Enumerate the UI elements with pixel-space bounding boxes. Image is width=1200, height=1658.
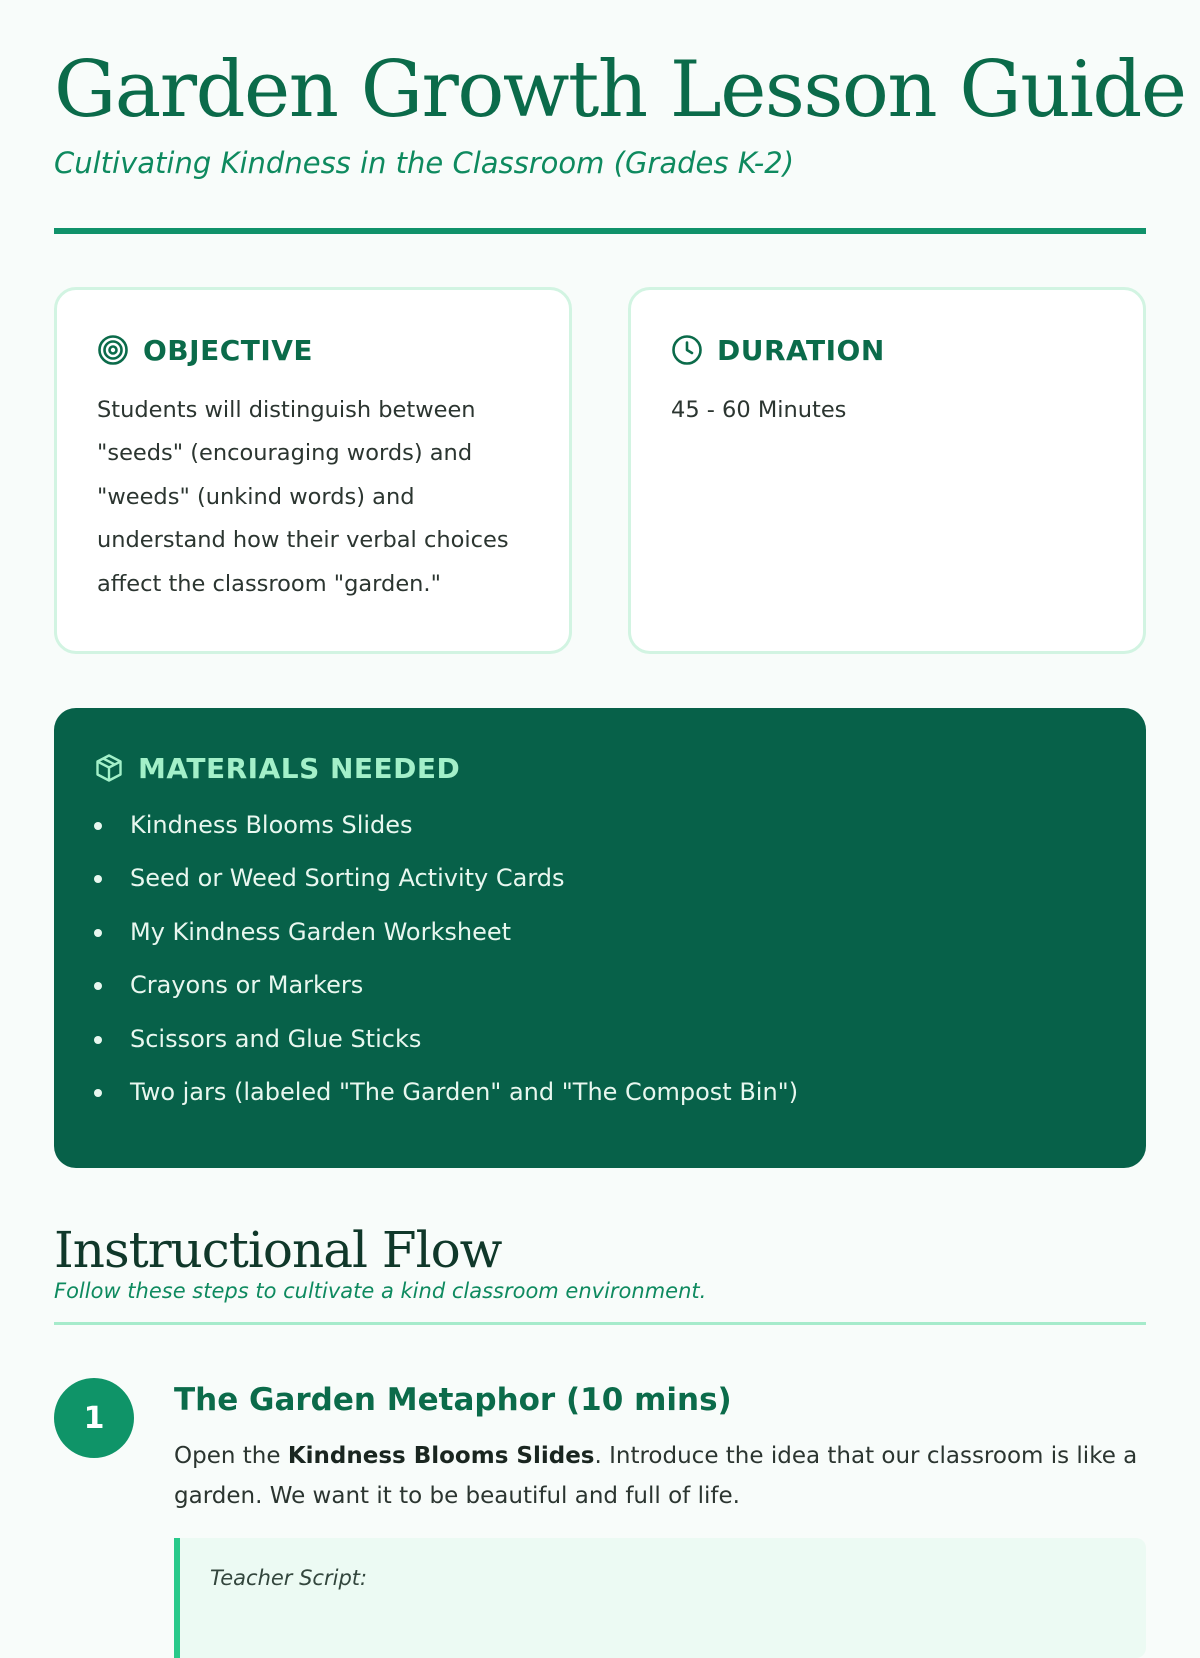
header-divider: [54, 228, 1146, 234]
step-text-after: . Introduce the idea that our classroom is like a garden. We want it to be beautiful and full of life.: [174, 1443, 1138, 1510]
material-label: Kindness Blooms Slides: [130, 810, 413, 839]
bullet-icon: [94, 822, 102, 830]
step-title: The Garden Metaphor (10 mins): [174, 1382, 732, 1419]
bullet-icon: [94, 875, 102, 883]
section-title: Instructional Flow: [54, 1220, 502, 1279]
step-1: [54, 1378, 1146, 1658]
list-item: [94, 906, 1106, 960]
teacher-script-box: [174, 1538, 1146, 1658]
duration-card: [628, 287, 1146, 654]
bullet-icon: [94, 929, 102, 937]
material-label: Seed or Weed Sorting Activity Cards: [130, 864, 565, 893]
materials-header: [94, 752, 1106, 785]
list-item: [94, 1013, 1106, 1067]
duration-title: DURATION: [717, 333, 885, 367]
list-item: [94, 959, 1106, 1013]
list-item: [94, 1066, 1106, 1120]
objective-card: [54, 287, 572, 654]
duration-header: [671, 334, 1103, 367]
objective-header: [97, 334, 529, 367]
step-text-before: Open the: [174, 1443, 288, 1470]
section-subtitle: Follow these steps to cultivate a kind classroom environment.: [54, 1279, 707, 1304]
section-divider: [54, 1322, 1146, 1325]
step-description: [174, 1436, 1146, 1516]
material-label: Scissors and Glue Sticks: [130, 1024, 422, 1053]
material-label: My Kindness Garden Worksheet: [130, 917, 512, 946]
materials-list: [94, 799, 1106, 1120]
materials-panel: [54, 708, 1146, 1168]
box-icon: [94, 753, 124, 783]
step-number-badge: 1: [54, 1378, 134, 1458]
list-item: [94, 852, 1106, 906]
bullet-icon: [94, 1089, 102, 1097]
step-text-bold: Kindness Blooms Slides: [287, 1443, 595, 1470]
page-title: Garden Growth Lesson Guide: [54, 45, 1186, 135]
page-subtitle: Cultivating Kindness in the Classroom (Grades K-2): [54, 145, 795, 180]
teacher-script-label: Teacher Script:: [210, 1566, 368, 1591]
bullet-icon: [94, 1036, 102, 1044]
bullet-icon: [94, 982, 102, 990]
objective-title: OBJECTIVE: [143, 333, 314, 367]
clock-icon: [671, 334, 703, 366]
material-label: Crayons or Markers: [130, 971, 364, 1000]
duration-text: 45 - 60 Minutes: [671, 396, 847, 423]
step-content: [174, 1378, 1146, 1658]
objective-text: Students will distinguish between "seeds" (encouraging words) and "weeds" (unkind words) and understand how their verbal choices affect the classroom "garden.": [97, 396, 509, 597]
list-item: [94, 799, 1106, 853]
info-cards: [54, 287, 1146, 654]
materials-title: MATERIALS NEEDED: [138, 751, 461, 785]
material-label: Two jars (labeled "The Garden" and "The Compost Bin"): [130, 1078, 799, 1107]
target-icon: [97, 334, 129, 366]
